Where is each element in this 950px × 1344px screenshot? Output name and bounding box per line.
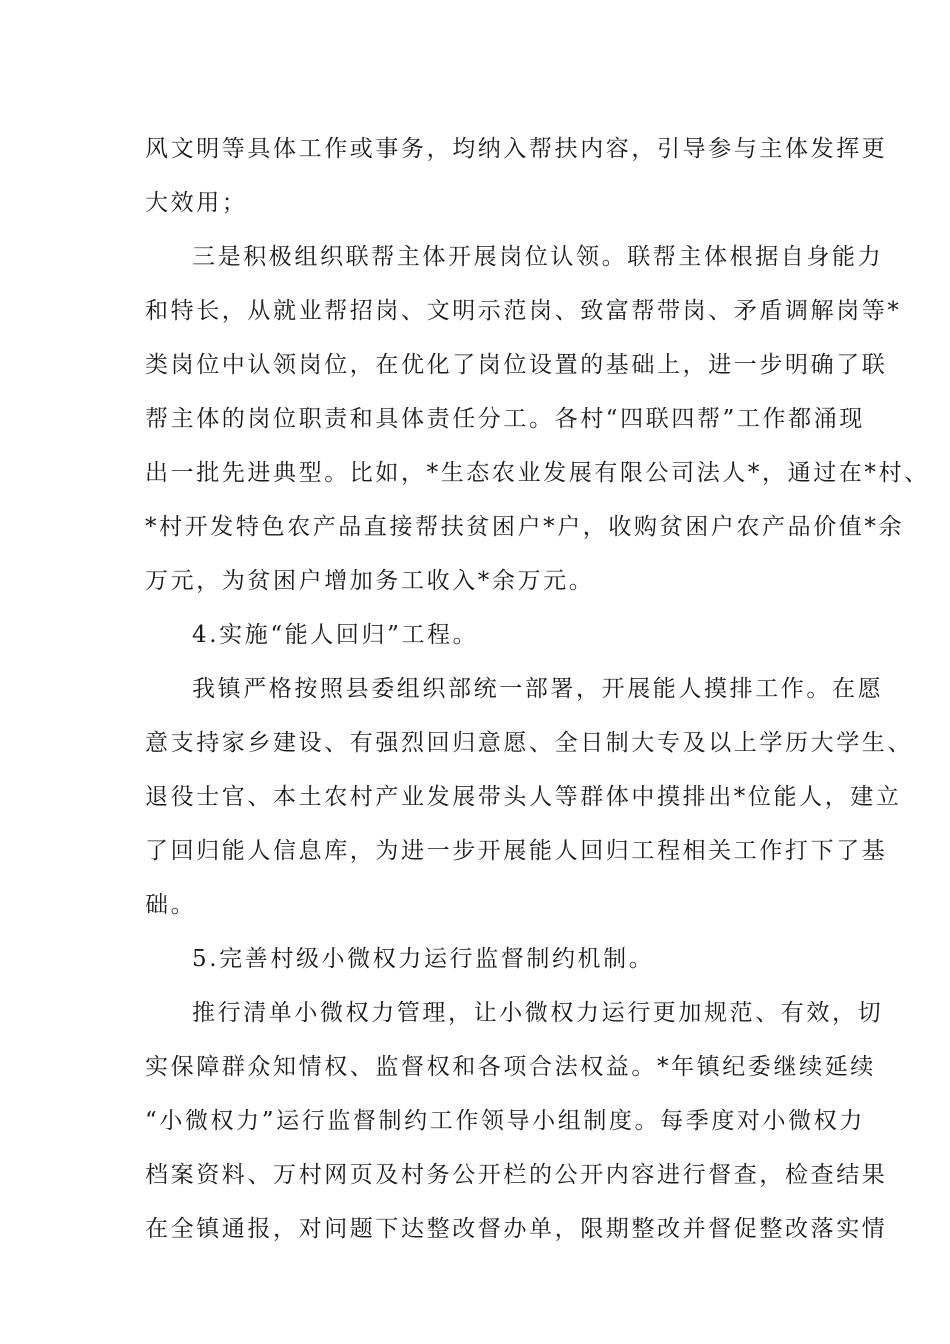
text-line: 实保障群众知情权、监督权和各项合法权益。*年镇纪委继续延续: [145, 1054, 876, 1080]
text-line: 大效用；: [145, 190, 248, 216]
text-line: 出一批先进典型。比如，*生态农业发展有限公司法人*，通过在*村、: [145, 460, 930, 486]
text-line: 类岗位中认领岗位，在优化了岗位设置的基础上，进一步明确了联: [145, 352, 888, 378]
text-line: 万元，为贫困户增加务工收入*余万元。: [145, 568, 595, 594]
text-line: 础。: [145, 892, 197, 918]
text-line: 了回归能人信息库，为进一步开展能人回归工程相关工作打下了基: [145, 838, 888, 864]
text-line: 档案资料、万村网页及村务公开栏的公开内容进行督查，检查结果: [145, 1162, 888, 1188]
text-line: *村开发特色农产品直接帮扶贫困户*户，收购贫困户农产品价值*余: [145, 514, 905, 540]
document-body: [145, 131, 930, 1265]
section-heading: 5.完善村级小微权力运行监督制约机制。: [192, 946, 655, 972]
paragraph-start-line: 三是积极组织联帮主体开展岗位认领。联帮主体根据自身能力: [192, 244, 884, 270]
text-line: 退役士官、本土农村产业发展带头人等群体中摸排出*位能人，建立: [145, 784, 902, 810]
text-line: 风文明等具体工作或事务，均纳入帮扶内容，引导参与主体发挥更: [145, 136, 888, 162]
text-line: 意支持家乡建设、有强烈回归意愿、全日制大专及以上学历大学生、: [145, 730, 913, 756]
text-line: 帮主体的岗位职责和具体责任分工。各村“四联四帮”工作都涌现: [145, 406, 865, 432]
text-line: 在全镇通报，对问题下达整改督办单，限期整改并督促整改落实情: [145, 1216, 888, 1242]
paragraph-start-line: 我镇严格按照县委组织部统一部署，开展能人摸排工作。在愿: [192, 676, 884, 702]
text-line: “小微权力”运行监督制约工作领导小组制度。每季度对小微权力: [145, 1108, 865, 1134]
section-heading: 4.实施“能人回归”工程。: [192, 622, 479, 648]
text-line: 和特长，从就业帮招岗、文明示范岗、致富帮带岗、矛盾调解岗等*: [145, 298, 902, 324]
paragraph-start-line: 推行清单小微权力管理，让小微权力运行更加规范、有效，切: [192, 1000, 884, 1026]
